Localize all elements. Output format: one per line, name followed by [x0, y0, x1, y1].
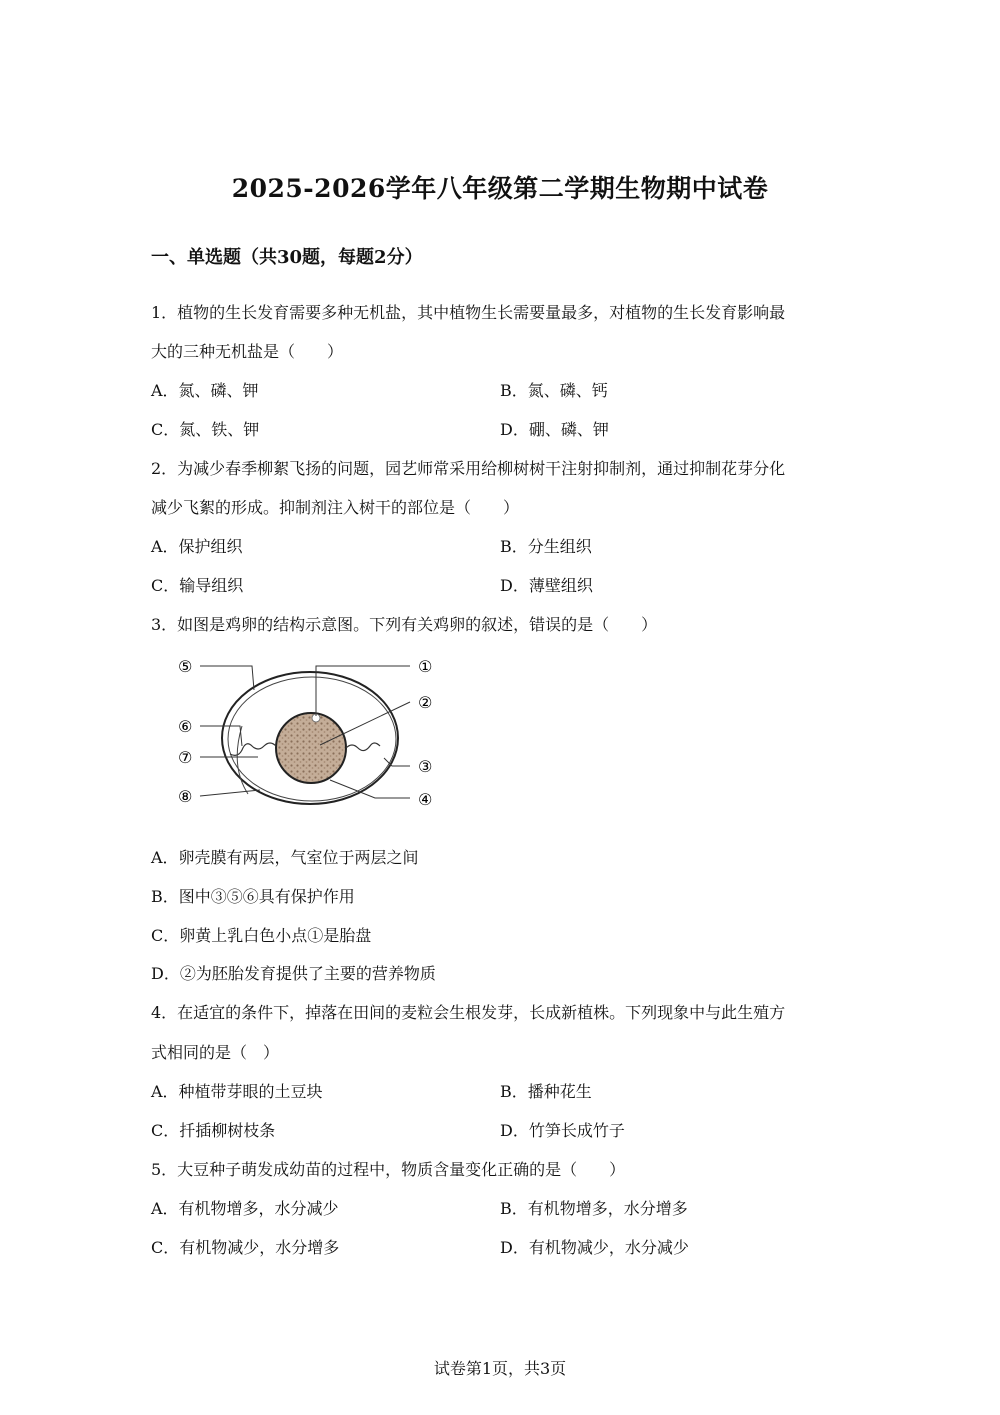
- question-5-line-1: 5．大豆种子萌发成幼苗的过程中，物质含量变化正确的是（ ）: [151, 1160, 626, 1179]
- question-4-option-a: A．种植带芽眼的土豆块: [151, 1082, 323, 1101]
- question-1-option-d: D．硼、磷、钾: [500, 420, 609, 439]
- question-4-option-b: B．播种花生: [500, 1082, 592, 1101]
- question-1-line-2: 大的三种无机盐是（ ）: [151, 342, 344, 361]
- leader-8: [200, 790, 260, 796]
- label-3: ③: [418, 757, 433, 776]
- question-2-option-a: A．保护组织: [151, 537, 243, 556]
- question-1-line-1: 1．植物的生长发育需要多种无机盐，其中植物生长需要量最多，对植物的生长发育影响最: [151, 303, 786, 322]
- question-5-option-c: C．有机物减少，水分增多: [151, 1238, 340, 1257]
- question-3-option-a: A．卵壳膜有两层，气室位于两层之间: [151, 848, 419, 867]
- question-3-option-b: B．图中③⑤⑥具有保护作用: [151, 887, 355, 906]
- question-2-line-2: 减少飞絮的形成。抑制剂注入树干的部位是（ ）: [151, 498, 520, 517]
- leader-5: [200, 666, 254, 690]
- question-4-line-1: 4．在适宜的条件下，掉落在田间的麦粒会生根发芽，长成新植株。下列现象中与此生殖方: [151, 1003, 786, 1022]
- question-2-option-d: D．薄壁组织: [500, 576, 593, 595]
- question-1-option-b: B．氮、磷、钙: [500, 381, 608, 400]
- question-3-line-1: 3．如图是鸡卵的结构示意图。下列有关鸡卵的叙述，错误的是（ ）: [151, 615, 658, 634]
- question-4-option-c: C．扦插柳树枝条: [151, 1121, 276, 1140]
- egg-yolk: [276, 713, 346, 783]
- exam-title: 2025-2026学年八年级第二学期生物期中试卷: [231, 174, 769, 203]
- leader-6: [200, 726, 242, 746]
- chalaza-right: [346, 743, 380, 751]
- question-5-option-d: D．有机物减少，水分减少: [500, 1238, 689, 1257]
- section-heading: 一、单选题（共30题，每题2分）: [151, 247, 423, 268]
- question-2-line-1: 2．为减少春季柳絮飞扬的问题，园艺师常采用给柳树树干注射抑制剂，通过抑制花芽分化: [151, 459, 786, 478]
- question-2-option-c: C．输导组织: [151, 576, 244, 595]
- label-2: ②: [418, 693, 433, 712]
- question-5-option-a: A．有机物增多，水分减少: [151, 1199, 339, 1218]
- question-5-option-b: B．有机物增多，水分增多: [500, 1199, 688, 1218]
- page-footer: 试卷第1页，共3页: [433, 1359, 567, 1378]
- question-1-option-c: C．氮、铁、钾: [151, 420, 260, 439]
- question-1-option-a: A．氮、磷、钾: [151, 381, 259, 400]
- egg-structure-diagram: [170, 650, 450, 815]
- label-5: ⑤: [178, 657, 193, 676]
- label-4: ④: [418, 790, 433, 809]
- label-1: ①: [418, 657, 433, 676]
- question-2-option-b: B．分生组织: [500, 537, 592, 556]
- question-3-option-c: C．卵黄上乳白色小点①是胎盘: [151, 926, 372, 945]
- question-4-line-2: 式相同的是（ ）: [151, 1043, 280, 1062]
- question-3-option-d: D．②为胚胎发育提供了主要的营养物质: [151, 964, 436, 983]
- label-7: ⑦: [178, 748, 193, 767]
- leader-4: [330, 780, 410, 798]
- question-4-option-d: D．竹笋长成竹子: [500, 1121, 625, 1140]
- label-6: ⑥: [178, 717, 193, 736]
- label-8: ⑧: [178, 787, 193, 806]
